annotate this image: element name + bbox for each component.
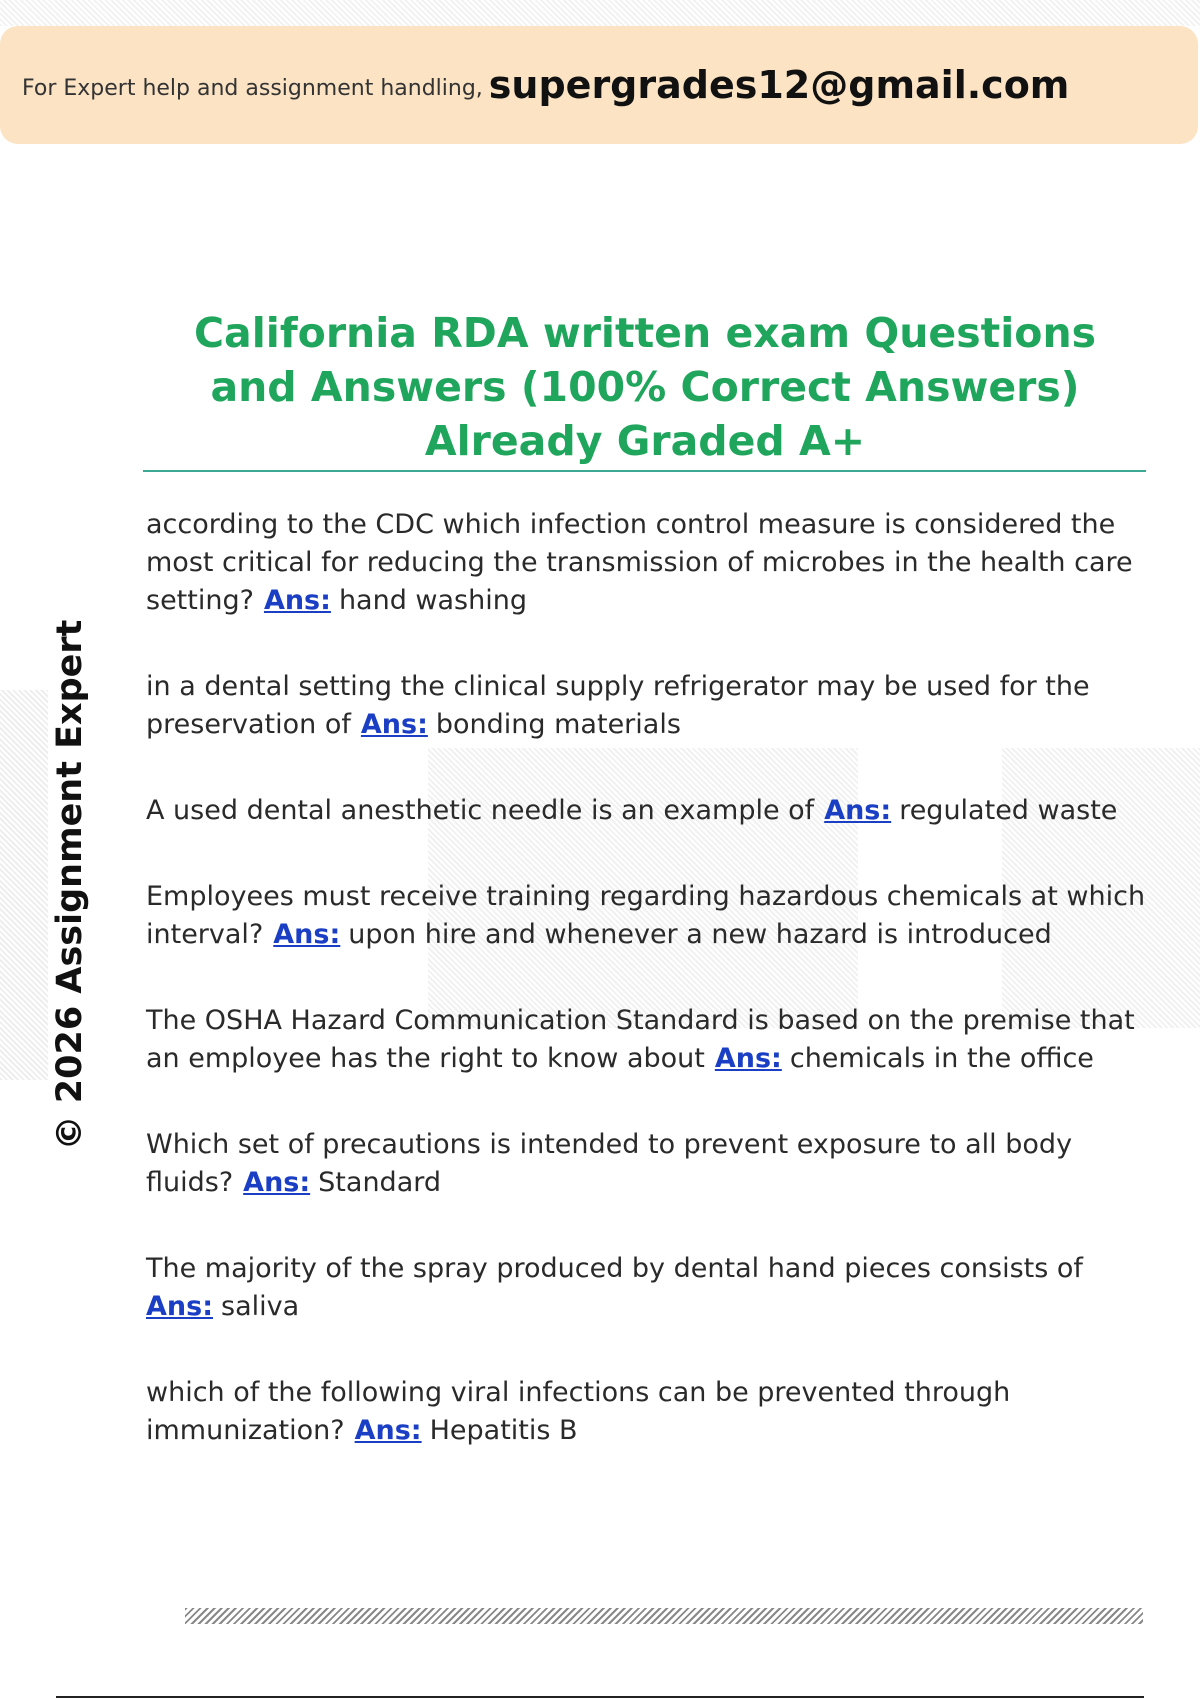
answer-text: bonding materials [435,709,681,740]
banner-prefix-text: For Expert help and assignment handling, [22,75,483,101]
answer-text: upon hire and whenever a new hazard is introduced [348,919,1052,950]
answer-label: Ans: [714,1043,782,1074]
answer-label: Ans: [243,1167,311,1198]
top-pattern-strip [0,0,1200,26]
answer-text: regulated waste [899,795,1118,826]
question-text: Which set of precautions is intended to prevent exposure to all body fluids? [146,1129,1073,1198]
answer-text: Hepatitis B [429,1415,578,1446]
answer-label: Ans: [824,795,892,826]
side-pattern-strip [0,690,48,1080]
question-text: in a dental setting the clinical supply refrigerator may be used for the preservation of [146,671,1090,740]
qa-list [146,506,1146,1498]
answer-label: Ans: [273,919,341,950]
answer-text: Standard [318,1167,442,1198]
bottom-pattern-strip [185,1608,1143,1624]
document-title: California RDA written exam Questions and Answers (100% Correct Answers) Already Graded A+ [193,309,1097,465]
qa-item [146,506,1146,620]
answer-label: Ans: [146,1291,213,1322]
banner-email: supergrades12@gmail.com [488,63,1070,107]
answer-text: chemicals in the office [789,1043,1094,1074]
qa-item [146,1002,1146,1078]
contact-banner [0,26,1198,144]
title-divider [143,470,1146,472]
qa-item [146,668,1146,744]
answer-label: Ans: [360,709,428,740]
footer-divider [56,1696,1144,1698]
question-text: The OSHA Hazard Communication Standard is based on the premise that an employee has the right to know about [146,1005,1135,1074]
answer-label: Ans: [354,1415,422,1446]
qa-item [146,878,1146,954]
question-text: according to the CDC which infection control measure is considered the most critical for reducing the transmission of microbes in the health care setting? [146,509,1133,616]
qa-item [146,1374,1146,1450]
qa-item [146,1126,1146,1202]
question-text: A used dental anesthetic needle is an example of [146,795,815,826]
question-text: Employees must receive training regarding hazardous chemicals at which interval? [146,881,1146,950]
question-text: The majority of the spray produced by dental hand pieces consists of [146,1253,1083,1284]
question-text: which of the following viral infections can be prevented through immunization? [146,1377,1011,1446]
answer-text: saliva [221,1291,300,1322]
answer-text: hand washing [338,585,527,616]
qa-item [146,1250,1146,1326]
qa-item [146,792,1146,830]
copyright-watermark: © 2026 Assignment Expert [50,619,90,1151]
answer-label: Ans: [263,585,331,616]
